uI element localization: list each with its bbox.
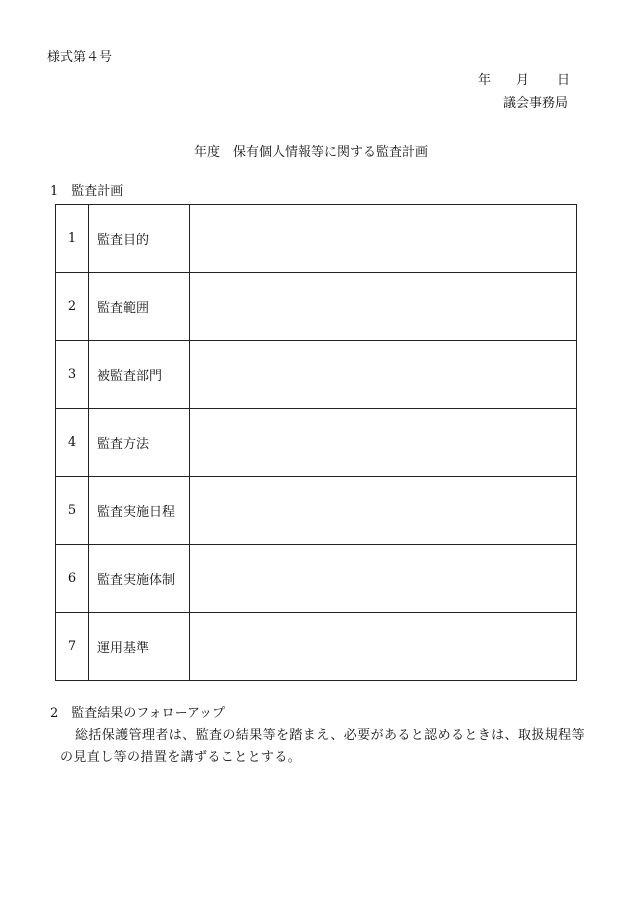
row-label: 監査実施体制 [89, 545, 190, 613]
audit-plan-table [55, 204, 577, 681]
table-row [56, 205, 577, 273]
row-number: 1 [56, 205, 89, 273]
table-row [56, 545, 577, 613]
row-value[interactable] [190, 545, 577, 613]
table-row [56, 477, 577, 545]
table-row [56, 341, 577, 409]
row-number: 2 [56, 273, 89, 341]
row-value[interactable] [190, 409, 577, 477]
row-label: 監査範囲 [89, 273, 190, 341]
row-label: 運用基準 [89, 613, 190, 681]
row-number: 6 [56, 545, 89, 613]
table-row [56, 409, 577, 477]
row-label: 被監査部門 [89, 341, 190, 409]
form-number: 様式第４号 [47, 50, 113, 65]
row-label: 監査方法 [89, 409, 190, 477]
section1-heading: 1 監査計画 [50, 184, 124, 199]
document-title: 年度 保有個人情報等に関する監査計画 [194, 145, 429, 160]
table-row [56, 613, 577, 681]
date-day: 日 [557, 73, 571, 88]
date-year: 年 [478, 73, 492, 88]
row-number: 3 [56, 341, 89, 409]
row-label: 監査実施日程 [89, 477, 190, 545]
row-value[interactable] [190, 477, 577, 545]
section2-body-line-1: 総括保護管理者は、監査の結果等を踏まえ、必要があると認めるときは、取扱規程等 [75, 728, 585, 743]
row-value[interactable] [190, 205, 577, 273]
row-value[interactable] [190, 613, 577, 681]
issuer: 議会事務局 [503, 96, 569, 111]
row-number: 7 [56, 613, 89, 681]
section2-heading: 2 監査結果のフォローアップ [50, 706, 226, 721]
row-value[interactable] [190, 341, 577, 409]
row-number: 5 [56, 477, 89, 545]
row-number: 4 [56, 409, 89, 477]
section2-body-line-2: の見直し等の措置を講ずることとする。 [60, 750, 302, 765]
date-month: 月 [516, 73, 530, 88]
row-value[interactable] [190, 273, 577, 341]
row-label: 監査目的 [89, 205, 190, 273]
table-row [56, 273, 577, 341]
